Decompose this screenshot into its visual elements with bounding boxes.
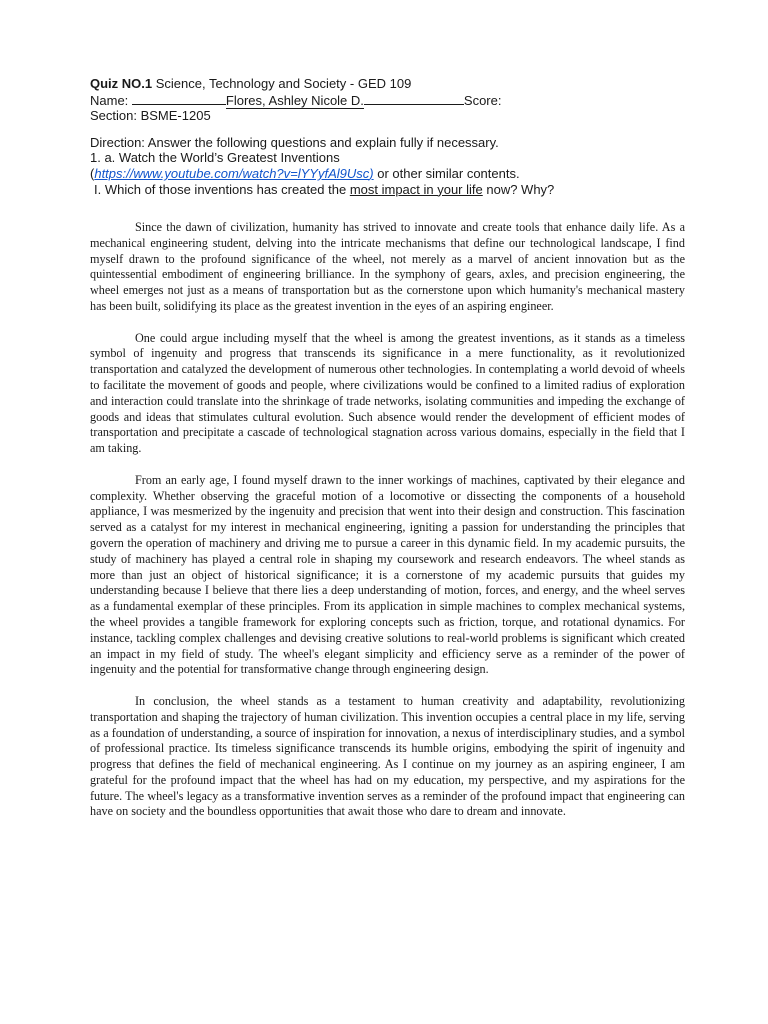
question-prefix: I. Which of those inventions has created the <box>94 181 350 197</box>
section-line <box>90 108 690 124</box>
name-blank-left <box>132 92 226 105</box>
question-emphasis: most impact in your life <box>349 181 483 197</box>
essay-paragraph-3: From an early age, I found myself drawn to the inner workings of machines, captivated by their elegance and complexity. Whether observing the graceful motion of a locomotive or dissecting the components of a household appliance, I was mesmerized by the ingenuity and precision that went into their design and construction. This fascination served as a catalyst for my interest in mechanical engineering, igniting a passion for understanding the principles that govern the operation of machinery and driving me to pursue a career in this dynamic field. In my academic pursuits, the study of machinery has played a central role in shaping my coursework and research endeavors. The wheel stands as more than just an object of historical significance; it is a cornerstone of my academic pursuits that guides my understanding because I believe that there lies a deep understanding of motion, forces, and energy, and the wheel serves as a fundamental exemplar of these principles. From its application in simple machines to complex mechanical systems, the wheel provides a tangible framework for exploring concepts such as friction, torque, and rotational dynamics. For instance, tackling complex challenges and devising creative solutions to real-world problems is significant which created an impact in my field of study. The wheel's elegant simplicity and efficiency serve as a reminder of the power of ingenuity and the potential for transformative change through engineering design. <box>90 472 685 677</box>
essay-paragraph-4: In conclusion, the wheel stands as a testament to human creativity and adaptability, revolutionizing transportation and shaping the trajectory of human civilization. This invention occupies a central place in my life, serving as a foundation of understanding, a source of inspiration for innovation, a nexus of interdisciplinary studies, and a symbol of professional practice. Its timeless significance transcends its humble origins, embodying the spirit of ingenuity and progress that defines the field of mechanical engineering. As I continue on my journey as an aspiring engineer, I am grateful for the profound impact that the wheel has had on my education, my perspective, and my aspirations for the future. The wheel's legacy as a transformative invention serves as a reminder of the profound impact that engineering can have on society and the boundless opportunities that await those who dare to dream and innovate. <box>90 693 685 819</box>
header-spacer <box>90 124 690 135</box>
open-paren: ( <box>90 165 95 181</box>
essay-body <box>90 220 685 836</box>
section-label: Section: <box>90 108 141 124</box>
essay-paragraph-1: Since the dawn of civilization, humanity has strived to innovate and create tools that enhance daily life. As a mechanical engineering student, delving into the intricate mechanisms that define our technological landscape, I find myself drawn to the profound significance of the wheel, not merely as a marvel of ancient innovation but as the quintessential embodiment of engineering brilliance. In the symphony of gears, axles, and precision engineering, the wheel emerges not just as a means of transportation but as the cornerstone upon which humanity's mechanical mastery has been built, solidifying its place as the greatest invention in the eyes of an aspiring engineer. <box>90 220 685 313</box>
quiz-label: Quiz NO.1 <box>90 76 153 91</box>
question-1a: 1. a. Watch the World’s Greatest Inventions <box>90 150 340 166</box>
question-i <box>90 182 690 198</box>
student-name: Flores, Ashley Nicole D. <box>225 92 364 108</box>
link-suffix: or other similar contents. <box>373 165 520 181</box>
name-label: Name: <box>90 92 132 108</box>
name-blank-right <box>364 92 464 105</box>
question-suffix: now? Why? <box>482 181 555 197</box>
score-label: Score: <box>463 92 502 108</box>
name-line <box>90 92 690 109</box>
link-line <box>90 166 690 182</box>
direction-line: Direction: Answer the following questions and explain fully if necessary. <box>90 134 499 150</box>
close-paren: ) <box>369 165 374 181</box>
quiz-title-line <box>90 76 690 92</box>
course-title: Science, Technology and Society - GED 109 <box>152 76 412 91</box>
section-value: BSME-1205 <box>140 108 211 124</box>
youtube-link[interactable]: https://www.youtube.com/watch?v=lYYyfAl9Usc <box>94 165 370 181</box>
quiz-header <box>90 76 690 197</box>
essay-paragraph-2: One could argue including myself that the wheel is among the greatest inventions, as it stands as a timeless symbol of ingenuity and progress that transcends its significance in a mere functionality, as it revolutionized transportation and catalyzed the development of numerous other technologies. In contemplating a world devoid of wheels to facilitate the movement of goods and people, where civilizations would be confined to a limited radius of exploration and interaction could translate into the shrinkage of trade networks, isolating communities and impeding the exchange of goods and ideas that stimulates cultural evolution. Such absence would render the development of efficient modes of transportation and precipitate a cascade of technological stagnation across various domains, especially in the field that I am taking. <box>90 330 685 456</box>
